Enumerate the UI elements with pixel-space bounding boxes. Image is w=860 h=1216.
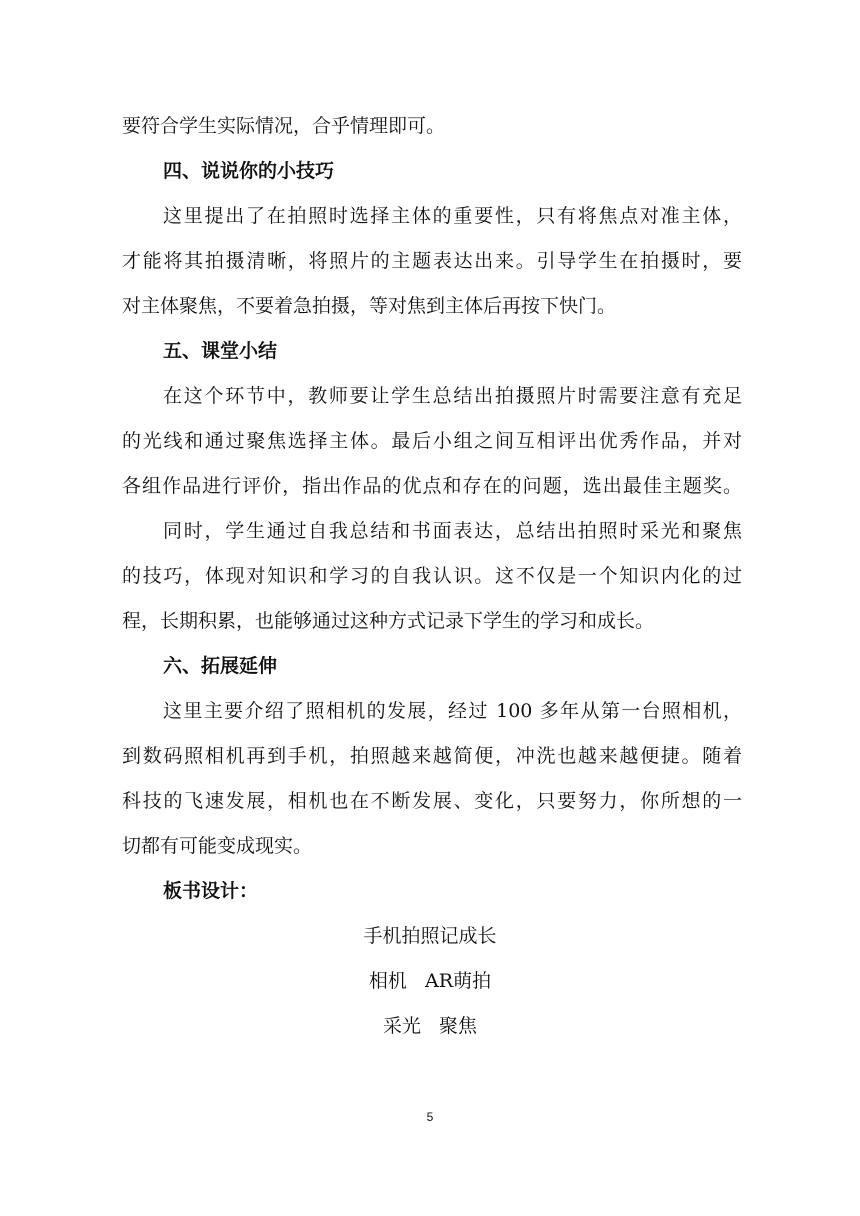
section-heading-tips: 四、说说你的小技巧 — [163, 160, 335, 182]
paragraph-line: 的技巧，体现对知识和学习的自我认识。这不仅是一个知识内化的过 — [122, 565, 742, 587]
paragraph-line: 这里提出了在拍照时选择主体的重要性，只有将焦点对准主体， — [163, 205, 742, 227]
paragraph-line: 切都有可能变成现实。 — [122, 835, 313, 857]
paragraph-line: 各组作品进行评价，指出作品的优点和存在的问题，选出最佳主题奖。 — [122, 475, 742, 497]
paragraph-line: 同时，学生通过自我总结和书面表达，总结出拍照时采光和聚焦 — [163, 520, 742, 542]
page-number: 5 — [426, 1110, 434, 1124]
section-heading-summary: 五、课堂小结 — [163, 340, 278, 362]
paragraph-line: 科技的飞速发展，相机也在不断发展、变化，只要努力，你所想的一 — [122, 790, 742, 812]
board-title: 手机拍照记成长 — [363, 925, 497, 947]
paragraph-line: 到数码照相机再到手机，拍照越来越简便，冲洗也越来越便捷。随着 — [122, 745, 742, 767]
board-design-heading: 板书设计： — [163, 880, 259, 902]
document-body — [122, 104, 742, 914]
paragraph-line: 对主体聚焦，不要着急拍摄，等对焦到主体后再按下快门。 — [122, 295, 617, 317]
paragraph-line: 要符合学生实际情况，合乎情理即可。 — [122, 115, 446, 137]
paragraph-line: 在这个环节中，教师要让学生总结出拍摄照片时需要注意有充足 — [163, 385, 742, 407]
paragraph-line: 的光线和通过聚焦选择主体。最后小组之间互相评出优秀作品，并对 — [122, 430, 742, 452]
board-row-lighting: 采光 聚焦 — [382, 1015, 478, 1037]
section-heading-extension: 六、拓展延伸 — [163, 655, 278, 677]
paragraph-line: 程，长期积累，也能够通过这种方式记录下学生的学习和成长。 — [122, 610, 655, 632]
paragraph-line: 才能将其拍摄清晰，将照片的主题表达出来。引导学生在拍摄时，要 — [122, 250, 742, 272]
board-row-camera: 相机 AR萌拍 — [368, 970, 492, 992]
paragraph-line: 这里主要介绍了照相机的发展，经过 100 多年从第一台照相机， — [163, 700, 742, 722]
